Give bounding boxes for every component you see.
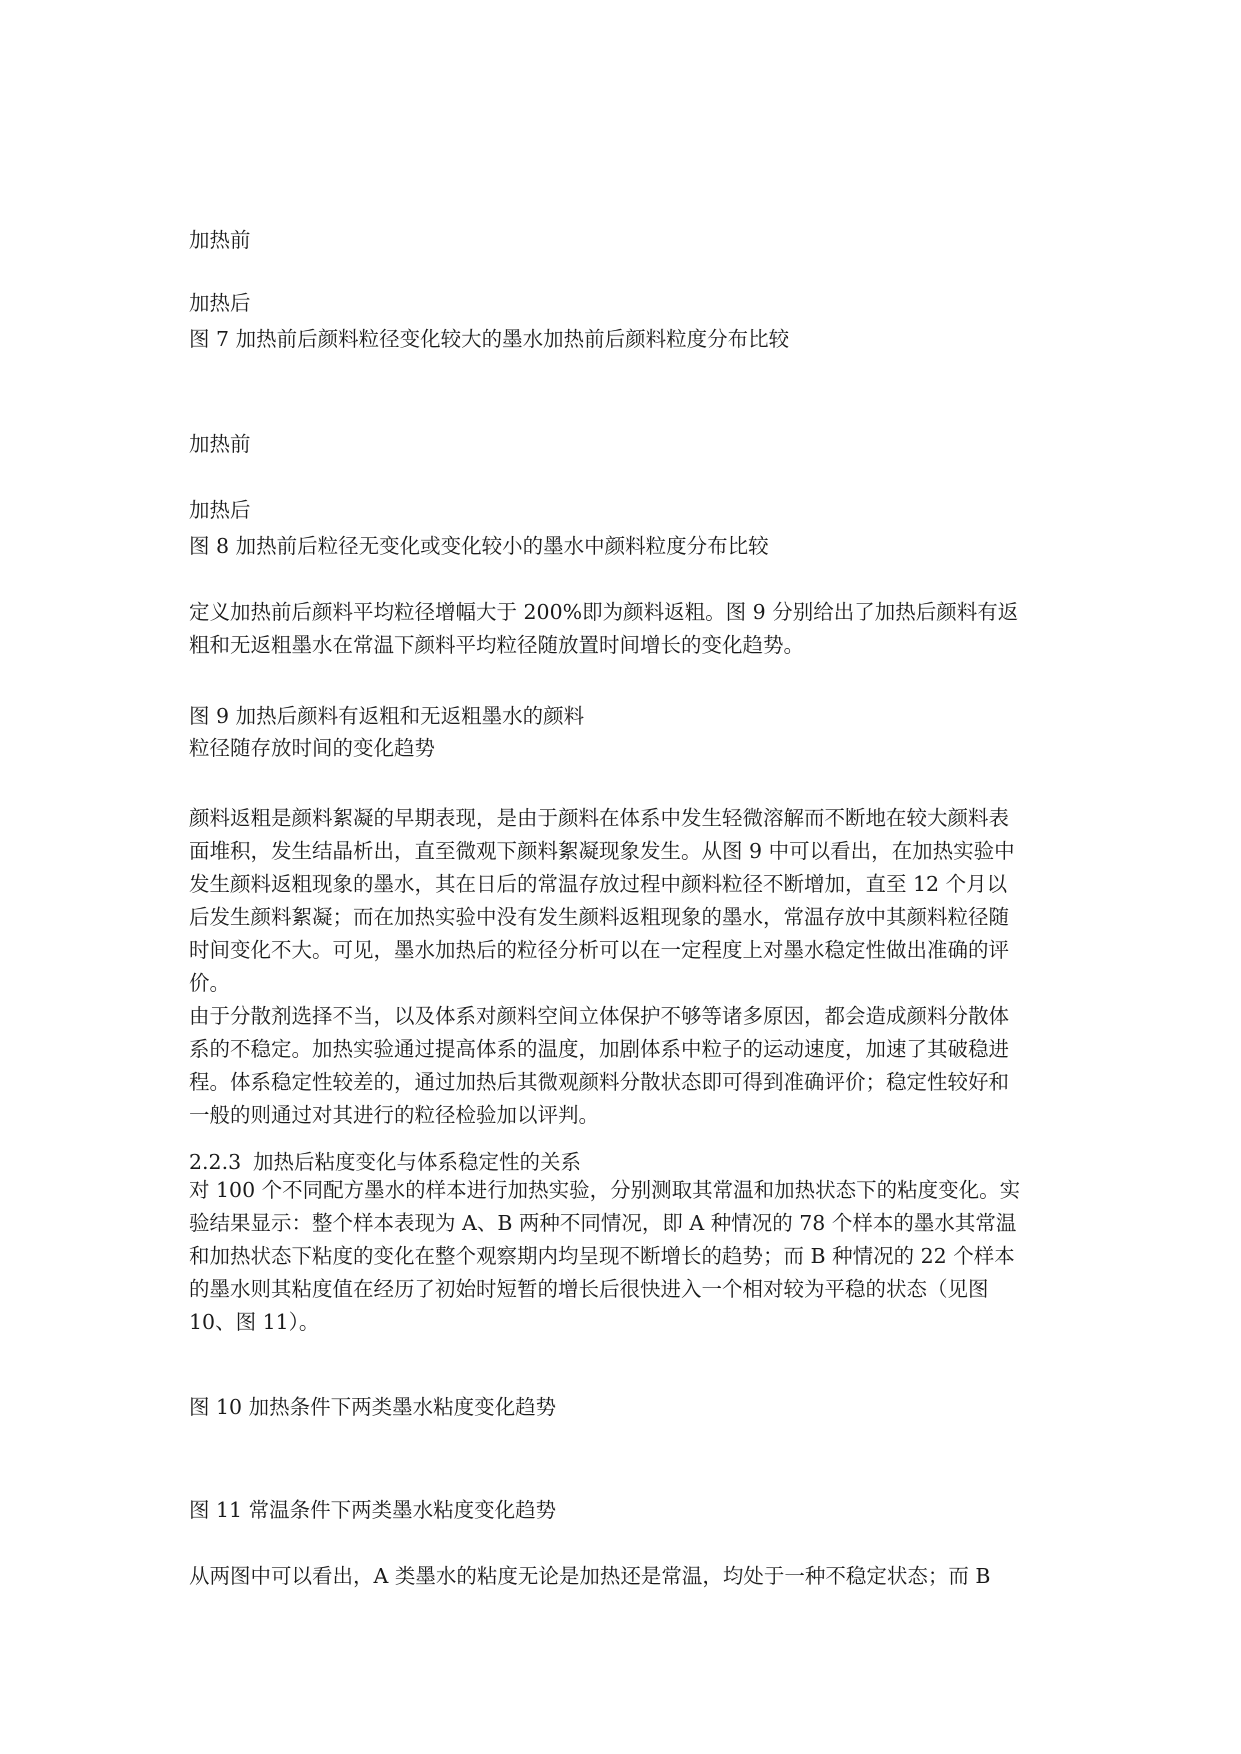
fig8-after-label: 加热后: [189, 498, 251, 522]
fig8-caption: 图 8 加热前后粒径无变化或变化较小的墨水中颜料粒度分布比较: [189, 534, 769, 558]
paragraph-line: 和加热状态下粘度的变化在整个观察期内均呈现不断增长的趋势；而 B 种情况的 22 个样本: [189, 1244, 1015, 1268]
fig9-caption-line1: 图 9 加热后颜料有返粗和无返粗墨水的颜料: [189, 704, 585, 728]
paragraph-1: [189, 596, 1051, 662]
paragraph-line: 粗和无返粗墨水在常温下颜料平均粒径随放置时间增长的变化趋势。: [189, 633, 804, 657]
paragraph-line: 时间变化不大。可见，墨水加热后的粒径分析可以在一定程度上对墨水稳定性做出准确的评: [189, 938, 1009, 962]
paragraph-line: 一般的则通过对其进行的粒径检验加以评判。: [189, 1103, 599, 1127]
fig8-before-label: 加热前: [189, 432, 251, 456]
paragraph-line: 的墨水则其粘度值在经历了初始时短暂的增长后很快进入一个相对较为平稳的状态（见图: [189, 1277, 989, 1301]
paragraph-line: 后发生颜料絮凝；而在加热实验中没有发生颜料返粗现象的墨水，常温存放中其颜料粒径随: [189, 905, 1009, 929]
paragraph-line: 程。体系稳定性较差的，通过加热后其微观颜料分散状态即可得到准确评价；稳定性较好和: [189, 1070, 1009, 1094]
fig10-caption: 图 10 加热条件下两类墨水粘度变化趋势: [189, 1395, 557, 1419]
paragraph-line: 10、图 11）。: [189, 1310, 320, 1334]
fig9-caption-line2: 粒径随存放时间的变化趋势: [189, 736, 435, 760]
paragraph-line: 面堆积，发生结晶析出，直至微观下颜料絮凝现象发生。从图 9 中可以看出，在加热实验中: [189, 839, 1015, 863]
paragraph-line: 对 100 个不同配方墨水的样本进行加热实验，分别测取其常温和加热状态下的粘度变化。实: [189, 1178, 1021, 1202]
fig11-caption: 图 11 常温条件下两类墨水粘度变化趋势: [189, 1498, 557, 1522]
fig7-after-label: 加热后: [189, 291, 251, 315]
paragraph-line: 系的不稳定。加热实验通过提高体系的温度，加剧体系中粒子的运动速度，加速了其破稳进: [189, 1037, 1009, 1061]
paragraph-3: [189, 1174, 1051, 1339]
fig7-caption: 图 7 加热前后颜料粒径变化较大的墨水加热前后颜料粒度分布比较: [189, 327, 790, 351]
section-number: 2.2.3: [189, 1150, 242, 1174]
document-page: [189, 0, 1051, 1754]
section-title: 加热后粘度变化与体系稳定性的关系: [253, 1150, 581, 1174]
paragraph-2: [189, 802, 1051, 1132]
paragraph-line: 价。: [189, 971, 230, 995]
paragraph-line: 由于分散剂选择不当，以及体系对颜料空间立体保护不够等诸多原因，都会造成颜料分散体: [189, 1004, 1009, 1028]
fig7-before-label: 加热前: [189, 228, 251, 252]
paragraph-line: 验结果显示：整个样本表现为 A、B 两种不同情况，即 A 种情况的 78 个样本的墨水其常温: [189, 1211, 1017, 1235]
paragraph-4: 从两图中可以看出，A 类墨水的粘度无论是加热还是常温，均处于一种不稳定状态；而 B: [189, 1564, 991, 1588]
paragraph-line: 发生颜料返粗现象的墨水，其在日后的常温存放过程中颜料粒径不断增加，直至 12 个月以: [189, 872, 1008, 896]
paragraph-line: 定义加热前后颜料平均粒径增幅大于 200%即为颜料返粗。图 9 分别给出了加热后颜料有返: [189, 600, 1019, 624]
section-heading: [189, 1148, 581, 1176]
paragraph-line: 颜料返粗是颜料絮凝的早期表现，是由于颜料在体系中发生轻微溶解而不断地在较大颜料表: [189, 806, 1009, 830]
